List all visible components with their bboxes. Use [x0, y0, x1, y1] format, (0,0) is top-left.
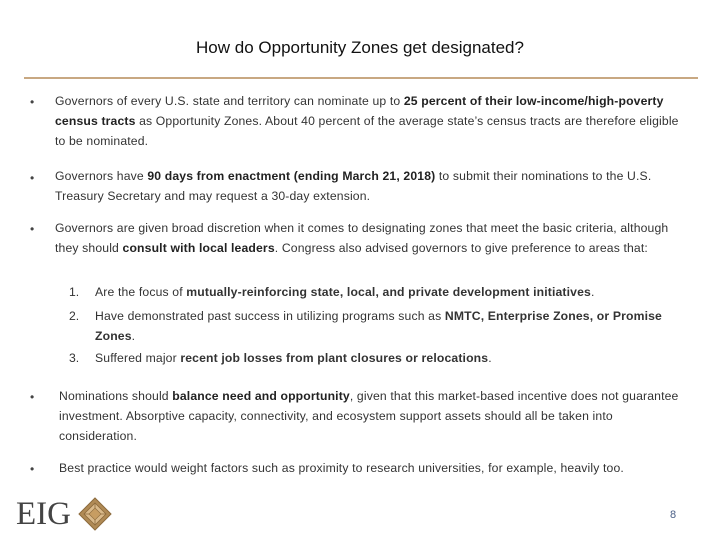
- body-text: Suffered major: [95, 351, 181, 365]
- bullet-marker: •: [30, 462, 35, 476]
- emphasis-text: balance need and opportunity: [172, 389, 350, 403]
- diamond-emblem-icon: [78, 497, 112, 531]
- body-text: as Opportunity Zones. About 40 percent of the average state’s census tracts are therefore eligible to be nominated.: [55, 114, 679, 148]
- body-text: , given that this market-based incentive does not guarantee investment. Absorptive capacity, connectivity, and ecosystem support assets should all be taken into consideration.: [59, 389, 679, 443]
- body-text: Governors have: [55, 169, 148, 183]
- bullet-marker: •: [30, 95, 35, 109]
- sub-item-2: [95, 306, 685, 346]
- body-text: Governors of every U.S. state and territory can nominate up to: [55, 94, 404, 108]
- eig-logo: [16, 494, 112, 534]
- emphasis-text: NMTC, Enterprise Zones, or Promise Zones: [95, 309, 662, 343]
- body-text: Nominations should: [59, 389, 173, 403]
- sub-item-3: [95, 348, 685, 368]
- sub-item-1: [95, 282, 685, 302]
- emphasis-text: recent job losses from plant closures or relocations: [180, 351, 489, 365]
- bullet-marker: •: [30, 171, 35, 185]
- bullet-text-5: [59, 458, 687, 478]
- list-number-1: 1.: [69, 285, 80, 299]
- emphasis-text: consult with local leaders: [122, 241, 275, 255]
- emphasis-text: 90 days from enactment (ending March 21, 2018): [147, 169, 436, 183]
- bullet-marker: •: [30, 390, 35, 404]
- logo-wordmark: EIG: [16, 495, 71, 532]
- body-text: to submit their nominations to the U.S. Treasury Secretary and may request a 30-day extension.: [55, 169, 652, 203]
- list-number-3: 3.: [69, 351, 80, 365]
- list-number-2: 2.: [69, 309, 80, 323]
- page-number: 8: [670, 509, 677, 521]
- body-text: Best practice would weight factors such as proximity to research universities, for example, heavily too.: [59, 461, 624, 475]
- body-text: .: [590, 285, 595, 299]
- body-text: Are the focus of: [95, 285, 187, 299]
- bullet-text-1: [55, 91, 687, 151]
- emphasis-text: mutually-reinforcing state, local, and private development initiatives: [186, 285, 591, 299]
- body-text: .: [131, 329, 136, 343]
- emphasis-text: 25 percent of their low-income/high-poverty census tracts: [55, 94, 664, 128]
- slide-title: How do Opportunity Zones get designated?: [196, 38, 524, 57]
- bullet-text-4: [59, 386, 687, 446]
- bullet-text-2: [55, 166, 687, 206]
- bullet-marker: •: [30, 222, 35, 236]
- bullet-text-3: [55, 218, 687, 258]
- title-divider: [24, 77, 698, 79]
- body-text: Have demonstrated past success in utilizing programs such as: [95, 309, 445, 323]
- body-text: . Congress also advised governors to give preference to areas that:: [274, 241, 648, 255]
- body-text: .: [488, 351, 492, 365]
- body-text: Governors are given broad discretion when it comes to designating zones that meet the basic criteria, although they should: [55, 221, 669, 255]
